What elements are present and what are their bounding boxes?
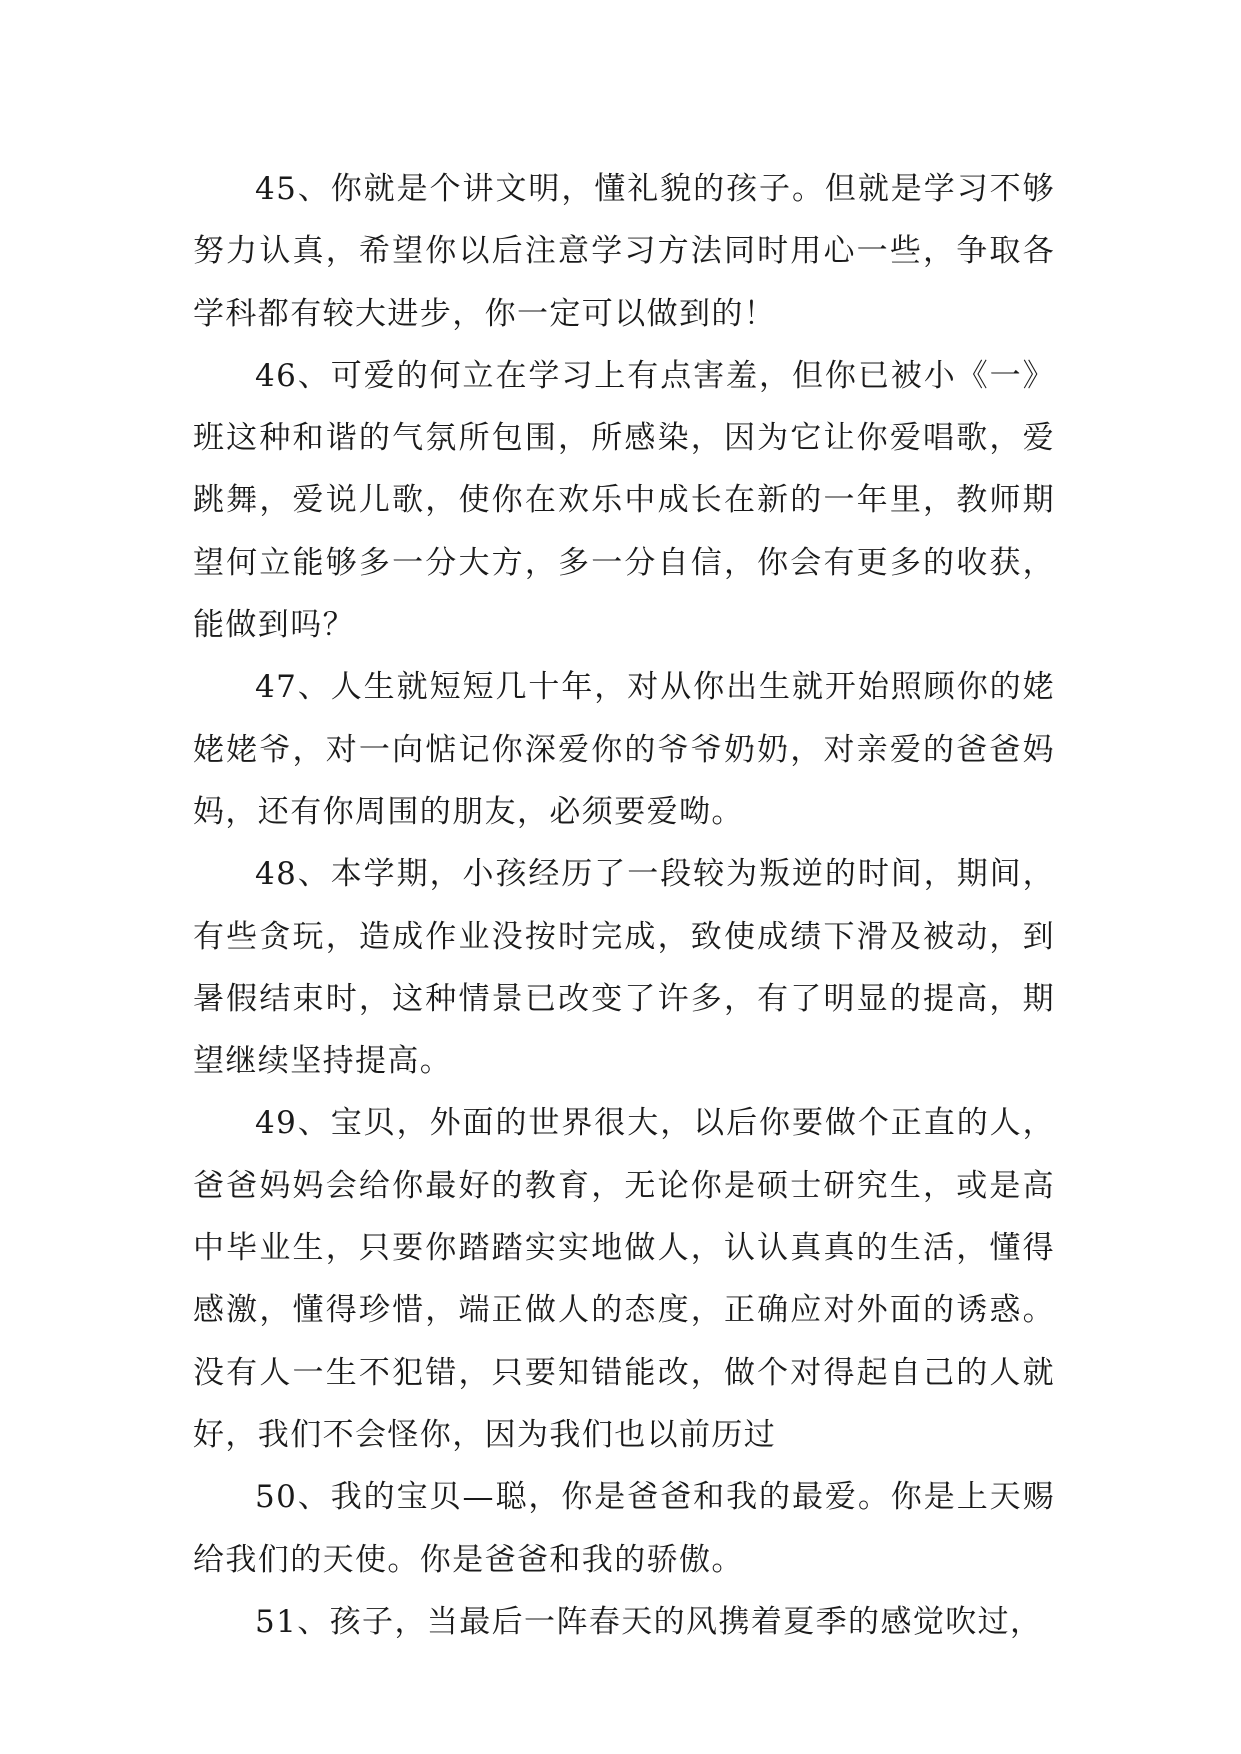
paragraph-45: 45、你就是个讲文明，懂礼貌的孩子。但就是学习不够努力认真，希望你以后注意学习方法同时用心一些，争取各学科都有较大进步，你一定可以做到的！ <box>193 171 1055 332</box>
paragraph-48: 48、本学期，小孩经历了一段较为叛逆的时间，期间，有些贪玩，造成作业没按时完成，致使成绩下滑及被动，到暑假结束时，这种情景已改变了许多，有了明显的提高，期望继续坚持提高。 <box>193 856 1055 1080</box>
paragraph-49: 49、宝贝，外面的世界很大，以后你要做个正直的人，爸爸妈妈会给你最好的教育，无论你是硕士研究生，或是高中毕业生，只要你踏踏实实地做人，认认真真的生活，懂得感激，懂得珍惜，端正做人的态度，正确应对外面的诱惑。没有人一生不犯错，只要知错能改，做个对得起自己的人就好，我们不会怪你，因为我们也以前历过 <box>193 1105 1055 1453</box>
paragraph-51: 51、孩子，当最后一阵春天的风携着夏季的感觉吹过， <box>255 1603 1043 1640</box>
document-page <box>193 158 1055 1653</box>
paragraph-47: 47、人生就短短几十年，对从你出生就开始照顾你的姥姥姥爷，对一向惦记你深爱你的爷爷奶奶，对亲爱的爸爸妈妈，还有你周围的朋友，必须要爱呦。 <box>193 669 1055 830</box>
paragraph-46: 46、可爱的何立在学习上有点害羞，但你已被小《一》班这种和谐的气氛所包围，所感染，因为它让你爱唱歌，爱跳舞，爱说儿歌，使你在欢乐中成长在新的一年里，教师期望何立能够多一分大方，多一分自信，你会有更多的收获，能做到吗？ <box>193 357 1055 644</box>
paragraph-50: 50、我的宝贝—聪，你是爸爸和我的最爱。你是上天赐给我们的天使。你是爸爸和我的骄傲。 <box>193 1479 1055 1578</box>
